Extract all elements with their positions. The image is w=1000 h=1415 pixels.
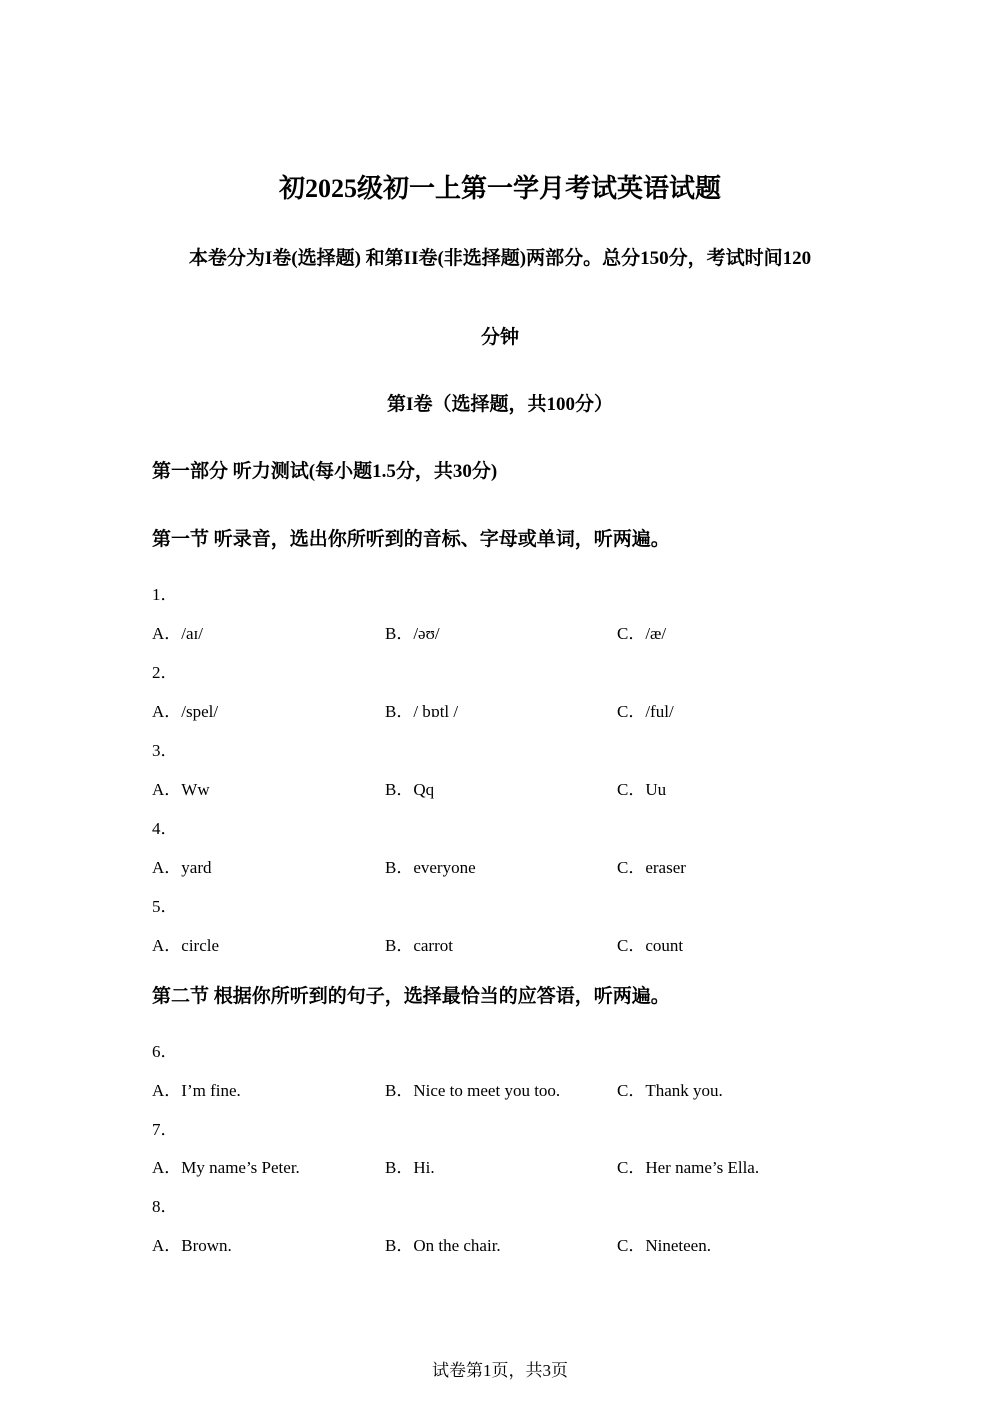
option-b: B．/ bɒtl / <box>385 702 459 721</box>
question-options <box>0 697 1000 721</box>
option-b: B．carrot <box>385 936 453 955</box>
exam-intro-line-1: 本卷分为I卷(选择题) 和第II卷(非选择题)两部分。总分150分，考试时间120 <box>188 248 812 269</box>
option-b: B．everyone <box>385 858 476 877</box>
option-c: C．/ful/ <box>617 702 674 721</box>
question-number: 7． <box>152 1120 178 1139</box>
option-a: A．circle <box>152 936 220 955</box>
option-c: C．/æ/ <box>617 624 667 643</box>
question-options <box>0 619 1000 643</box>
question-number: 5． <box>152 897 178 916</box>
option-b: B．/əʊ/ <box>385 624 440 643</box>
question-options <box>0 931 1000 955</box>
section-1-title: 第一节 听录音，选出你所听到的音标、字母或单词，听两遍。 <box>152 529 670 550</box>
option-b: B．Qq <box>385 780 435 799</box>
question-number: 4． <box>152 819 178 838</box>
volume-title: 第I卷（选择题，共100分） <box>387 394 613 415</box>
option-b: B．Hi. <box>385 1158 435 1177</box>
option-c: C．Thank you. <box>617 1081 723 1100</box>
exam-title: 初2025级初一上第一学月考试英语试题 <box>278 174 721 203</box>
question-options <box>0 1076 1000 1100</box>
option-a: A．yard <box>152 858 212 877</box>
option-b: B．Nice to meet you too. <box>385 1081 561 1100</box>
option-a: A．I’m fine. <box>152 1081 241 1100</box>
part-1-title: 第一部分 听力测试(每小题1.5分，共30分) <box>152 461 498 482</box>
option-b: B．On the chair. <box>385 1236 501 1255</box>
option-a: A．Ww <box>152 780 210 799</box>
option-a: A．Brown. <box>152 1236 232 1255</box>
option-a: A．/aɪ/ <box>152 624 203 643</box>
option-c: C．count <box>617 936 684 955</box>
question-number: 8． <box>152 1197 178 1216</box>
option-c: C．Nineteen. <box>617 1236 711 1255</box>
question-number: 2． <box>152 663 178 682</box>
option-a: A．/spel/ <box>152 702 219 721</box>
option-c: C．Uu <box>617 780 667 799</box>
page-footer: 试卷第1页，共3页 <box>432 1361 568 1380</box>
question-number: 3． <box>152 741 178 760</box>
option-c: C．eraser <box>617 858 686 877</box>
question-number: 6． <box>152 1042 178 1061</box>
question-number: 1． <box>152 585 178 604</box>
option-c: C．Her name’s Ella. <box>617 1158 760 1177</box>
exam-intro-line-2: 分钟 <box>480 327 519 348</box>
option-a: A．My name’s Peter. <box>152 1158 300 1177</box>
question-options <box>0 775 1000 799</box>
question-options <box>0 1231 1000 1255</box>
section-2-title: 第二节 根据你所听到的句子，选择最恰当的应答语，听两遍。 <box>152 986 670 1007</box>
question-options <box>0 1153 1000 1177</box>
question-options <box>0 853 1000 877</box>
